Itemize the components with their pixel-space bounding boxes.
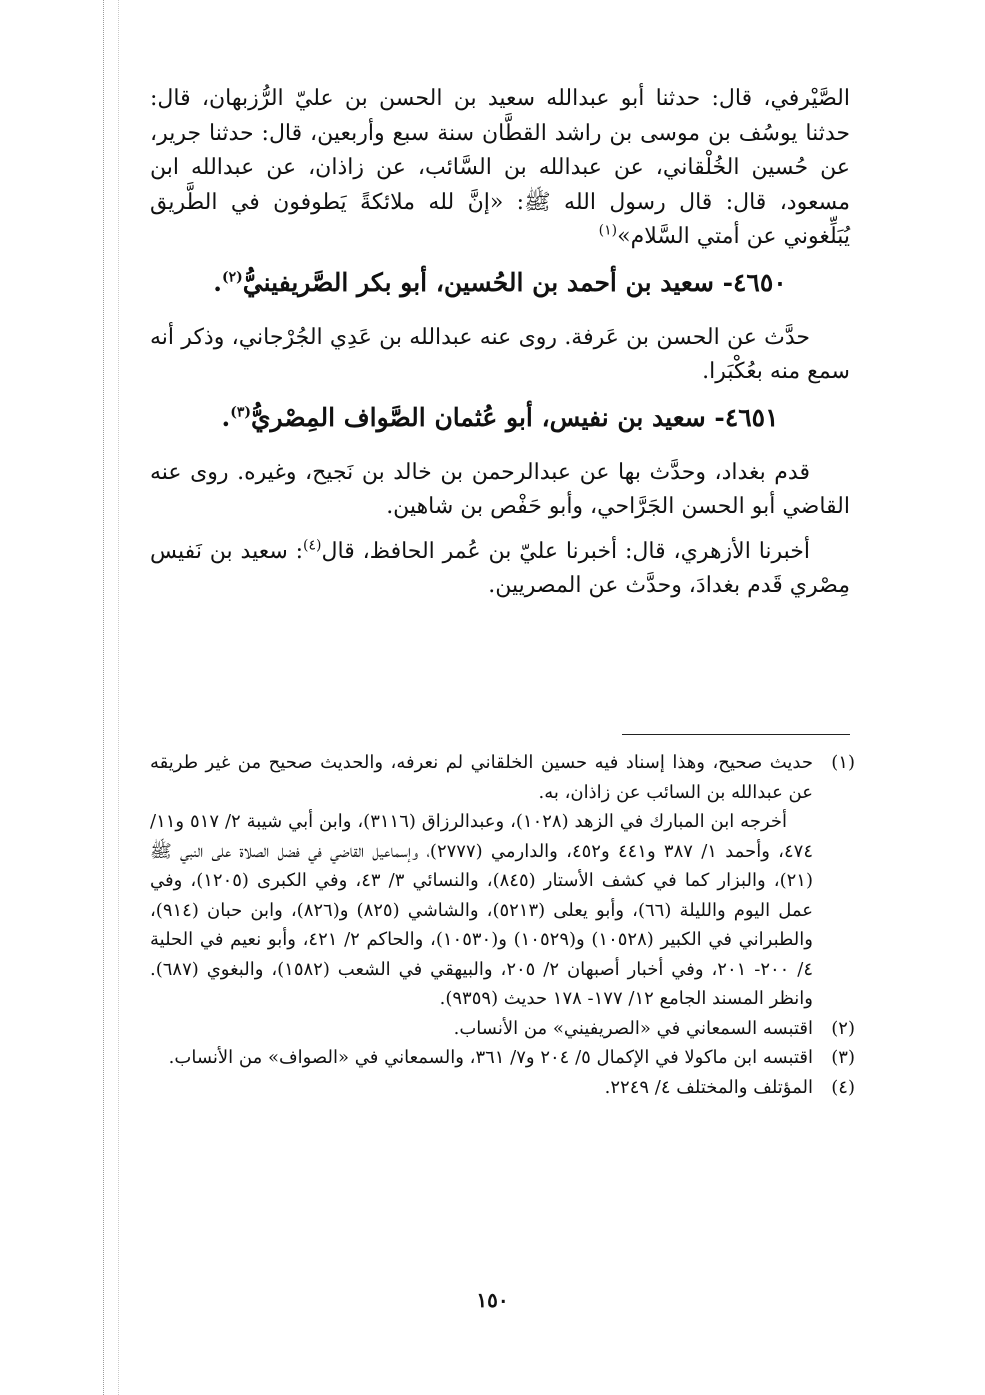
footnote-1-continuation: أخرجه ابن المبارك في الزهد (١٠٢٨)، وعبدالرزاق (٣١١٦)، وابن أبي شيبة ٢/ ٥١٧ و١١/ ٤٧٤، وأحمد ١/ ٣٨٧ و٤٤١ و٤٥٢، والدارمي (٢٧٧٧)، وإسماعيل القاضي في فضل الصلاة على النبي ﷺ (٢١)، والبزار كما في كشف الأستار (٨٤٥)، والنسائي ٣/ ٤٣، وفي الكبرى (١٢٠٥)، وفي عمل اليوم والليلة (٦٦)، وأبو يعلى (٥٢١٣)، والشاشي (٨٢٥) و(٨٢٦)، وابن حبان (٩١٤)، والطبراني في الكبير (١٠٥٢٨) و(١٠٥٢٩) و(١٠٥٣٠)، والحاكم ٢/ ٤٢١، وأبو نعيم في الحلية ٤/ ٢٠٠- ٢٠١، وفي أخبار أصبهان ٢/ ٢٠٥، والبيهقي في الشعب (١٥٨٢)، والبغوي (٦٨٧). وانظر المسند الجامع ١٢/ ١٧٧- ١٧٨ حديث (٩٣٥٩). xyxy=(150,811,813,1009)
footnote-text: اقتبسه السمعاني في «الصريفيني» من الأنساب. xyxy=(453,1017,813,1039)
footnote-number: (٢) xyxy=(831,1017,855,1039)
footnote-ref[interactable]: (٤) xyxy=(303,537,322,554)
footnote-ref[interactable]: (٣) xyxy=(230,404,251,421)
page-edge-dotted-line xyxy=(118,0,119,1395)
footnote-separator xyxy=(622,734,850,735)
heading-text: ٤٦٥٠- سعيد بن أحمد بن الحُسين، أبو بكر الصَّريفينيُّ xyxy=(242,267,787,297)
paragraph-biography: قدم بغداد، وحدَّث بها عن عبدالرحمن بن خالد بن نَجيح، وغيره. روى عنه القاضي أبو الحسن الجَرَّاحي، وأبو حَفْص بن شاهين. xyxy=(150,459,850,519)
footnote-number: (١) xyxy=(831,752,855,773)
footnote-1 xyxy=(150,748,855,807)
main-text xyxy=(150,82,850,604)
paragraph-narration xyxy=(150,535,850,604)
footnote-text: اقتبسه ابن ماكولا في الإكمال ٥/ ٢٠٤ و٧/ ٣٦١، والسمعاني في «الصواف» من الأنساب. xyxy=(168,1047,813,1068)
footnote-2 xyxy=(150,1014,855,1044)
biography-heading: ٤٦٥١- سعيد بن نفيس، أبو عُثمان الصَّواف المِصْريُّ$^{(٣)}$. xyxy=(221,402,779,432)
paragraph-hadith xyxy=(150,82,850,255)
paragraph-biography: حدَّث عن الحسن بن عَرفة. روى عنه عبدالله بن عَدِي الجُرْجاني، وذكر أنه سمع منه بعُكْبَرا. xyxy=(150,324,850,384)
page-edge-dotted-line xyxy=(103,0,104,1395)
footnote-number: (٣) xyxy=(831,1047,855,1068)
footnote-4 xyxy=(150,1073,855,1103)
footnotes xyxy=(150,748,855,1102)
footnote-text: حديث صحيح، وهذا إسناد فيه حسين الخلقاني لم نعرفه، والحديث صحيح من غير طريقه عن عبدالله بن السائب عن زاذان، به. xyxy=(150,752,813,803)
footnote-text: المؤتلف والمختلف ٤/ ٢٢٤٩. xyxy=(604,1076,813,1098)
footnote-number: (٤) xyxy=(831,1076,855,1098)
page-number: ١٥٠ xyxy=(476,1288,509,1312)
paragraph-text: الصَّيْرفي، قال: حدثنا أبو عبدالله سعيد بن الحسن بن عليّ الرُّزبهان، قال: حدثنا يوسُف بن موسى بن راشد القطَّان سنة سبع وأربعين، قال: حدثنا جرير، عن حُسين الخُلْقاني، عن عبدالله بن السَّائب، عن زاذان، عن عبدالله ابن مسعود، قال: قال رسول الله ﷺ: «إنَّ لله ملائكةً يَطوفون في الطَّريق يُبَلِّغوني عن أمتي السَّلام» xyxy=(150,86,850,249)
paragraph-text: : سعيد بن نَفيس مِصْري قَدم بغدادَ، وحدَّث عن المصريين. xyxy=(150,538,850,598)
footnote-3 xyxy=(150,1043,855,1073)
paragraph-text: أخبرنا الأزهري، قال: أخبرنا عليّ بن عُمر الحافظ، قال xyxy=(321,538,811,564)
footnote-ref[interactable]: (١) xyxy=(598,222,618,239)
heading-text: ٤٦٥١- سعيد بن نفيس، أبو عُثمان الصَّواف المِصْريُّ xyxy=(250,402,779,432)
footnote-ref[interactable]: (٢) xyxy=(221,269,243,286)
biography-heading: ٤٦٥٠- سعيد بن أحمد بن الحُسين، أبو بكر الصَّريفينيُّ$^{(٢)}$. xyxy=(213,267,787,297)
